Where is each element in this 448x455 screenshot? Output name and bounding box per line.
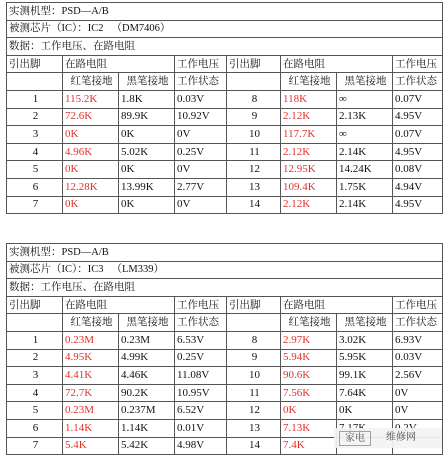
model-row [7,244,443,262]
data-label: 数据：工作电压、在路电阻 [7,279,443,297]
pin-number: 3 [7,367,63,385]
data-row [7,38,443,56]
pin-number-2: 12 [227,402,281,420]
black-probe-value: 5.02K [119,143,175,161]
watermark [334,428,442,448]
pin-number-2: 8 [227,90,281,108]
pin-header: 引出脚 [7,55,63,73]
chip-label: 被测芯片（IC）：IC2 [9,23,104,35]
table-row [7,126,443,144]
status-header: 工作状态 [175,73,227,91]
pin-number-2: 9 [227,108,281,126]
black-probe-value: 1.8K [119,90,175,108]
red-probe-value: 12.28K [63,178,119,196]
pin-number-2: 9 [227,349,281,367]
red-probe-value-2: 2.12K [281,108,337,126]
empty-header [7,314,63,332]
voltage-value-2: 0V [393,402,443,420]
status-header-2: 工作状态 [393,73,443,91]
resistance-header: 在路电阻 [63,296,175,314]
pin-number: 6 [7,419,63,437]
ic3-measurement-block [6,243,442,455]
red-probe-value: 4.95K [63,349,119,367]
voltage-value-2: 4.94V [393,178,443,196]
pin-number: 7 [7,196,63,214]
black-probe-header: 黑笔接地 [119,73,175,91]
black-probe-value: 0K [119,161,175,179]
pin-number-2: 14 [227,437,281,455]
sub-header-row [7,314,443,332]
pin-number: 2 [7,108,63,126]
black-probe-value: 0K [119,196,175,214]
table-row [7,143,443,161]
chip-label-cell [7,261,443,279]
red-probe-value-2: 2.12K [281,196,337,214]
table-row [7,178,443,196]
table-row [7,161,443,179]
model-label: 实测机型：PSD—A/B [7,3,443,21]
red-probe-value: 1.14K [63,419,119,437]
black-probe-value: 13.99K [119,178,175,196]
black-probe-header-2: 黑笔接地 [337,73,393,91]
black-probe-value-2: 7.64K [337,384,393,402]
black-probe-value-2: 99.1K [337,367,393,385]
voltage-value-2: 4.95V [393,108,443,126]
pin-header-2: 引出脚 [227,55,281,73]
chip-model: （LM339） [111,264,164,276]
red-probe-value-2: 2.12K [281,143,337,161]
voltage-value: 2.77V [175,178,227,196]
pin-number-2: 13 [227,178,281,196]
red-probe-value-2: 118K [281,90,337,108]
voltage-value-2: 0.08V [393,161,443,179]
pin-number: 6 [7,178,63,196]
black-probe-value-2: 0K [337,402,393,420]
black-probe-value: 90.2K [119,384,175,402]
black-probe-value: 0K [119,126,175,144]
watermark-text: 维修网 [386,432,416,443]
red-probe-value-2: 7.13K [281,419,337,437]
pin-number-2: 11 [227,384,281,402]
red-probe-value: 0.23M [63,331,119,349]
table-row [7,349,443,367]
black-probe-value: 89.9K [119,108,175,126]
voltage-value: 4.98V [175,437,227,455]
red-probe-value-2: 12.95K [281,161,337,179]
black-probe-header-2: 黑笔接地 [337,314,393,332]
table-row [7,90,443,108]
black-probe-value-2: 14.24K [337,161,393,179]
resistance-header: 在路电阻 [63,55,175,73]
voltage-value: 0.25V [175,143,227,161]
empty-header [7,73,63,91]
voltage-value: 0V [175,126,227,144]
ic2-measurement-block [6,2,442,214]
red-probe-value: 4.41K [63,367,119,385]
sub-header-row [7,73,443,91]
pin-header-2: 引出脚 [227,296,281,314]
pin-number-2: 13 [227,419,281,437]
red-probe-value: 0K [63,126,119,144]
pin-number: 1 [7,90,63,108]
empty-header-2 [227,73,281,91]
voltage-header: 工作电压 [175,296,227,314]
chip-label: 被测芯片（IC）：IC3 [9,264,104,276]
table-row [7,196,443,214]
table-row [7,367,443,385]
voltage-value: 11.08V [175,367,227,385]
pin-number: 1 [7,331,63,349]
voltage-value-2: 2.56V [393,367,443,385]
black-probe-value: 4.99K [119,349,175,367]
red-probe-value-2: 0K [281,402,337,420]
table-row [7,384,443,402]
voltage-header-2: 工作电压 [393,296,443,314]
red-probe-value: 0K [63,161,119,179]
pin-header: 引出脚 [7,296,63,314]
red-probe-header-2: 红笔接地 [281,73,337,91]
voltage-value: 6.53V [175,331,227,349]
chip-model: （DM7406） [111,23,171,35]
red-probe-value: 4.96K [63,143,119,161]
black-probe-value-2: 1.75K [337,178,393,196]
column-header-row [7,55,443,73]
red-probe-value: 72.7K [63,384,119,402]
model-label: 实测机型：PSD—A/B [7,244,443,262]
ic3-measurement-table [6,243,443,455]
watermark-logo: 家电 [339,431,371,446]
voltage-value: 10.95V [175,384,227,402]
black-probe-value-2: 2.13K [337,108,393,126]
red-probe-header: 红笔接地 [63,314,119,332]
red-probe-value-2: 7.56K [281,384,337,402]
black-probe-value: 0.237M [119,402,175,420]
pin-number: 5 [7,402,63,420]
red-probe-value-2: 2.97K [281,331,337,349]
voltage-value: 6.52V [175,402,227,420]
voltage-value-2: 0V [393,384,443,402]
red-probe-value: 72.6K [63,108,119,126]
chip-row [7,261,443,279]
data-row [7,279,443,297]
status-header: 工作状态 [175,314,227,332]
red-probe-value-2: 90.6K [281,367,337,385]
chip-label-cell [7,20,443,38]
black-probe-value: 1.14K [119,419,175,437]
red-probe-value-2: 109.4K [281,178,337,196]
black-probe-value: 0.23M [119,331,175,349]
voltage-header-2: 工作电压 [393,55,443,73]
column-header-row [7,296,443,314]
voltage-value-2: 0.07V [393,126,443,144]
pin-number: 4 [7,384,63,402]
voltage-value: 0.25V [175,349,227,367]
black-probe-value: 4.46K [119,367,175,385]
pin-number: 2 [7,349,63,367]
pin-number-2: 12 [227,161,281,179]
voltage-value: 0.01V [175,419,227,437]
red-probe-value: 115.2K [63,90,119,108]
voltage-value: 0V [175,161,227,179]
pin-number: 5 [7,161,63,179]
red-probe-header-2: 红笔接地 [281,314,337,332]
black-probe-value-2: ∞ [337,90,393,108]
pin-number-2: 10 [227,126,281,144]
pin-number-2: 14 [227,196,281,214]
black-probe-header: 黑笔接地 [119,314,175,332]
red-probe-value: 0.23M [63,402,119,420]
red-probe-value-2: 7.4K [281,437,337,455]
pin-number-2: 8 [227,331,281,349]
voltage-value-2: 6.93V [393,331,443,349]
black-probe-value-2: 5.95K [337,349,393,367]
ic2-measurement-table [6,2,443,214]
resistance-header-2: 在路电阻 [281,296,393,314]
red-probe-header: 红笔接地 [63,73,119,91]
voltage-value-2: 0.03V [393,349,443,367]
voltage-value-2: 4.95V [393,196,443,214]
voltage-header: 工作电压 [175,55,227,73]
data-label: 数据：工作电压、在路电阻 [7,38,443,56]
table-row [7,331,443,349]
black-probe-value: 5.42K [119,437,175,455]
pin-number-2: 11 [227,143,281,161]
voltage-value-2: 4.95V [393,143,443,161]
red-probe-value: 0K [63,196,119,214]
black-probe-value-2: 2.14K [337,196,393,214]
table-row [7,108,443,126]
red-probe-value: 5.4K [63,437,119,455]
chip-row [7,20,443,38]
voltage-value-2: 0.07V [393,90,443,108]
voltage-value: 0V [175,196,227,214]
black-probe-value-2: ∞ [337,126,393,144]
empty-header-2 [227,314,281,332]
status-header-2: 工作状态 [393,314,443,332]
voltage-value: 10.92V [175,108,227,126]
pin-number: 3 [7,126,63,144]
resistance-header-2: 在路电阻 [281,55,393,73]
black-probe-value-2: 2.14K [337,143,393,161]
pin-number-2: 10 [227,367,281,385]
pin-number: 4 [7,143,63,161]
pin-number: 7 [7,437,63,455]
black-probe-value-2: 3.02K [337,331,393,349]
red-probe-value-2: 5.94K [281,349,337,367]
voltage-value: 0.03V [175,90,227,108]
red-probe-value-2: 117.7K [281,126,337,144]
model-row [7,3,443,21]
table-row [7,402,443,420]
